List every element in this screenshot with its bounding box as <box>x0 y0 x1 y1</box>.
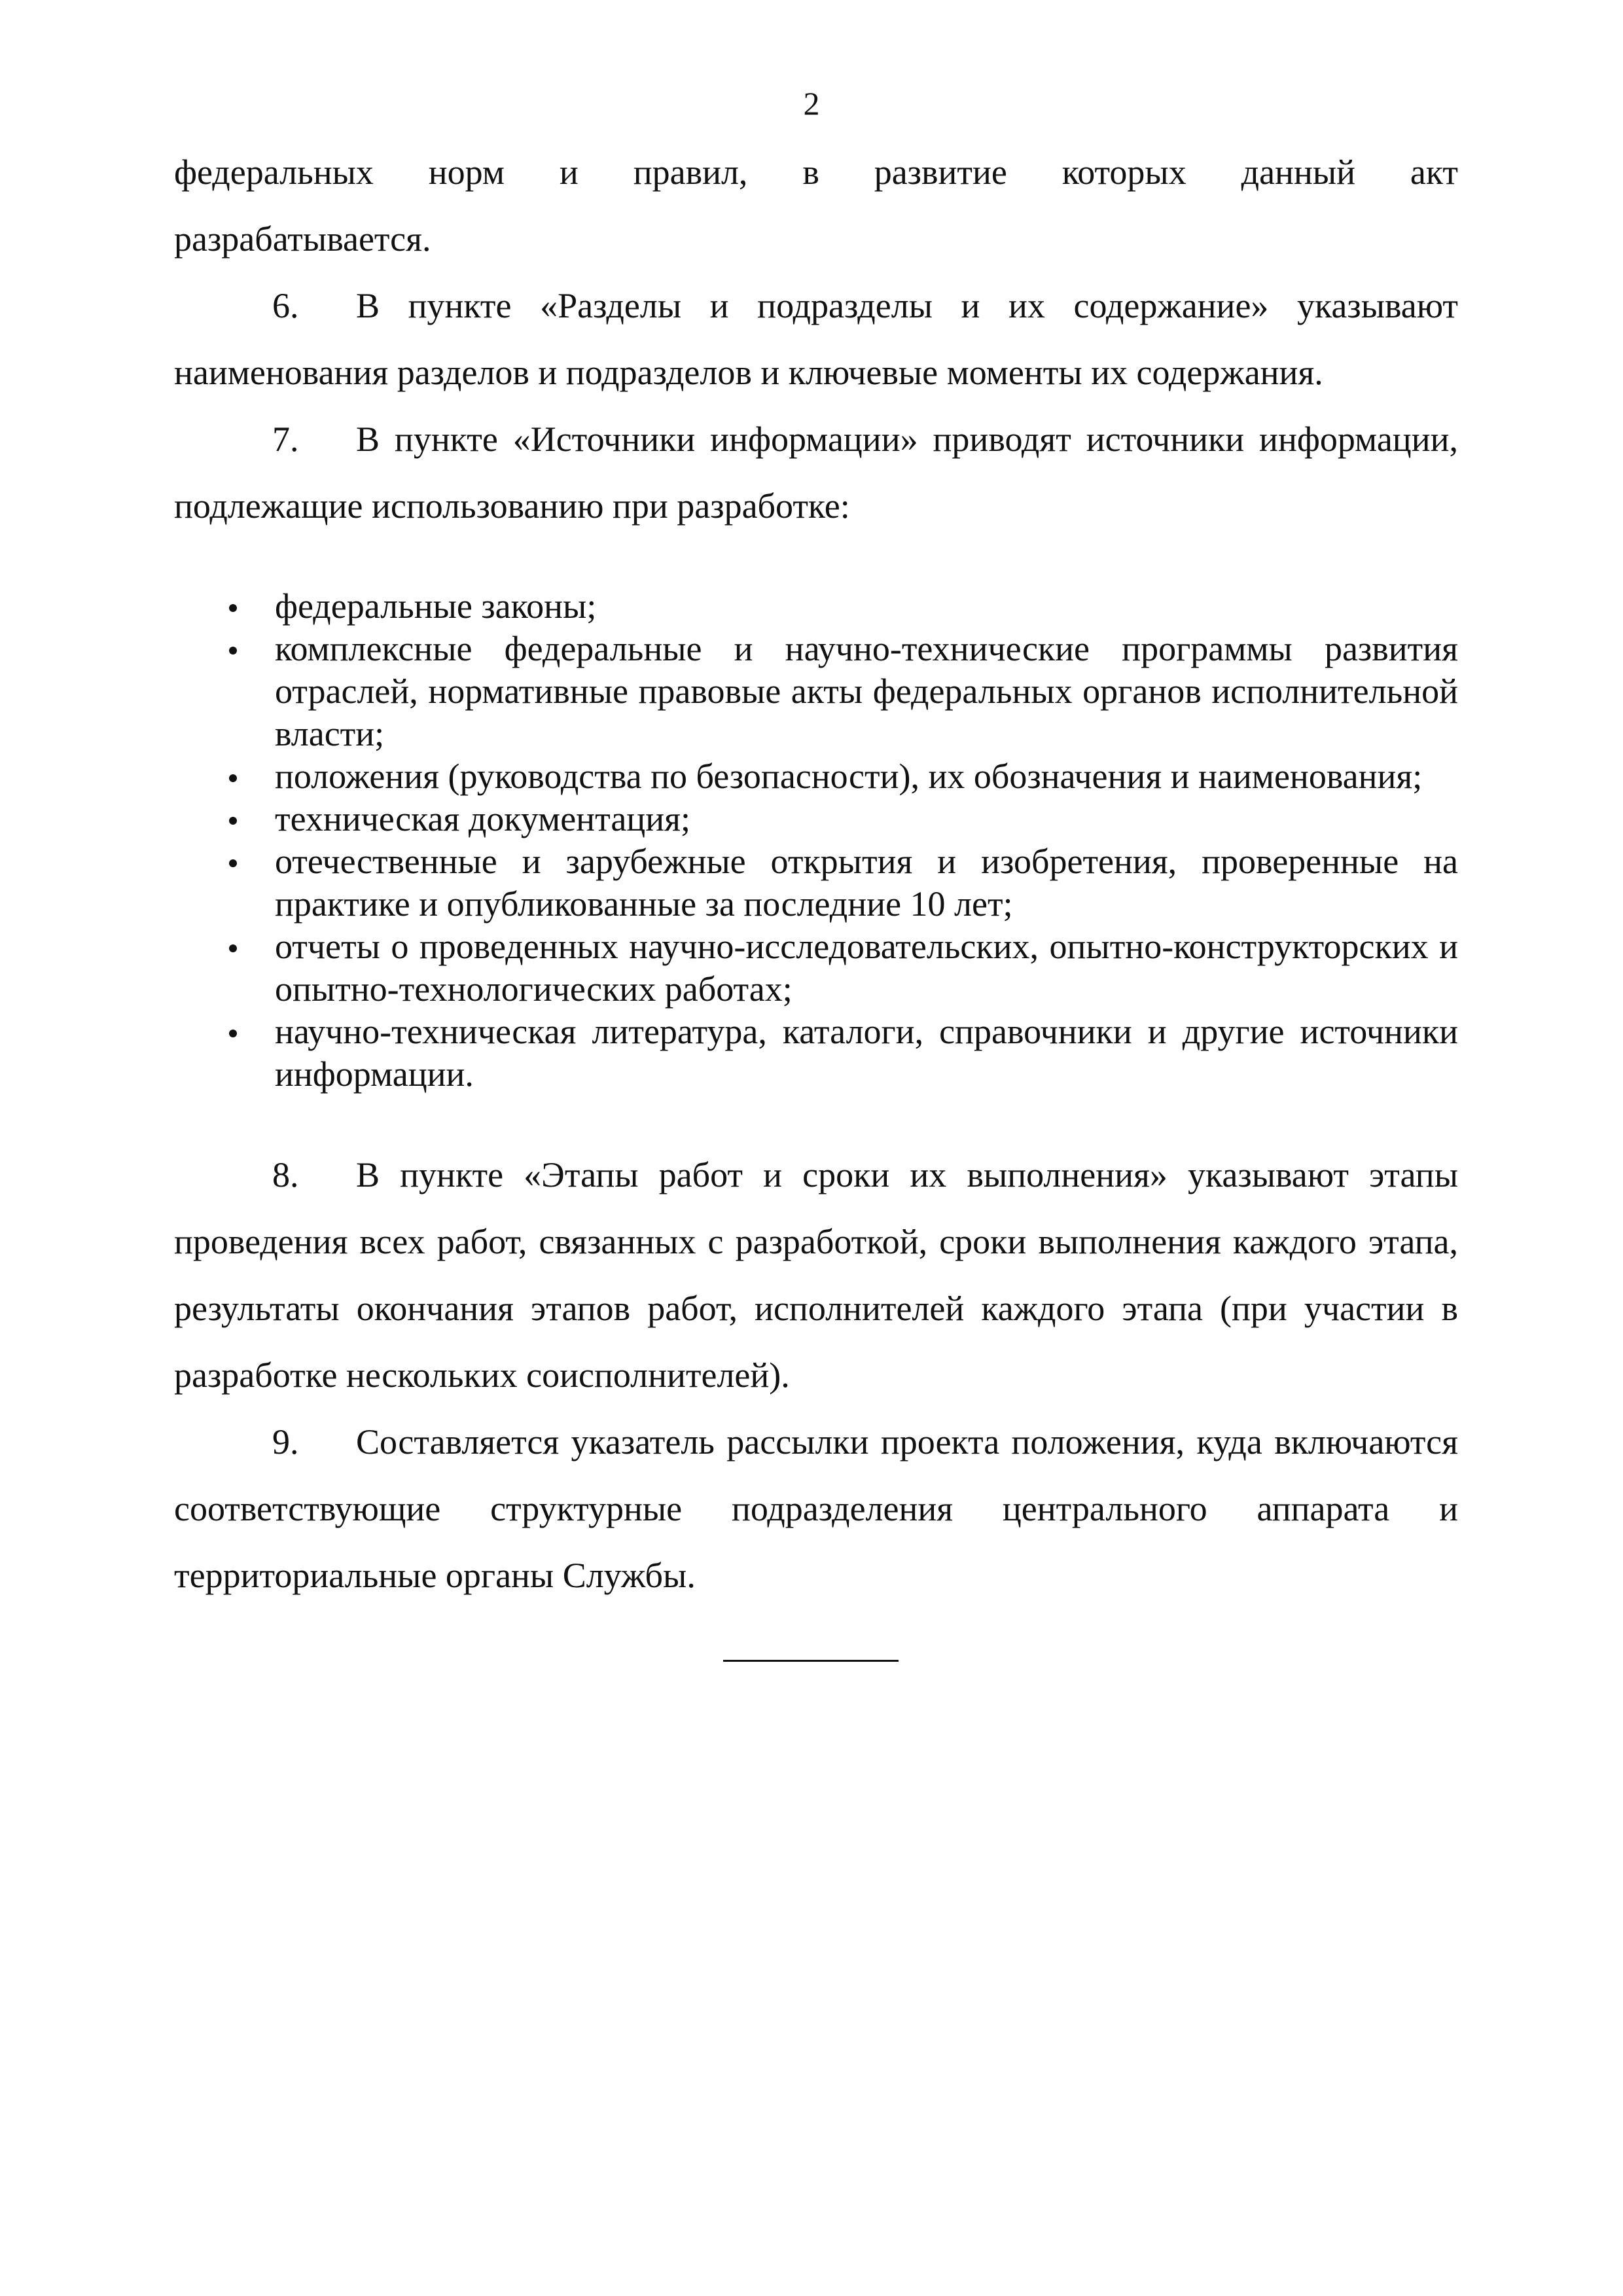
clause-9 <box>174 1408 1458 1609</box>
clause-7-text: В пункте «Источники информации» приводят источники информации, подлежащие использованию при разработке: <box>174 420 1458 526</box>
end-of-document-rule <box>723 1660 899 1662</box>
bullet-icon <box>229 604 237 612</box>
list-item-text: научно-техническая литература, каталоги, справочники и другие источники информации. <box>275 1012 1458 1094</box>
intro-line-1: федеральных норм и правил, в развитие которых данный акт <box>174 152 1458 192</box>
bullet-icon <box>229 1030 237 1037</box>
clause-6 <box>174 272 1458 406</box>
clause-8 <box>174 1141 1458 1408</box>
intro-line-2: разрабатывается. <box>174 219 431 259</box>
bullet-icon <box>229 647 237 655</box>
list-item-text: отечественные и зарубежные открытия и изобретения, проверенные на практике и опубликованные за последние 10 лет; <box>275 842 1458 924</box>
list-item <box>174 798 1458 840</box>
list-item <box>174 628 1458 755</box>
page-number: 2 <box>803 85 820 122</box>
list-item-text: комплексные федеральные и научно-технические программы развития отраслей, нормативные правовые акты федеральных органов исполнительной власти; <box>275 629 1458 753</box>
list-item-text: положения (руководства по безопасности), их обозначения и наименования; <box>275 757 1423 796</box>
clause-9-text: Составляется указатель рассылки проекта положения, куда включаются соответствующие структурные подразделения центрального аппарата и территориальные органы Службы. <box>174 1422 1458 1595</box>
document-body <box>174 139 1458 1609</box>
list-item-text: отчеты о проведенных научно-исследовательских, опытно-конструкторских и опытно-технологических работах; <box>275 927 1458 1009</box>
bullet-icon <box>229 944 237 952</box>
list-item <box>174 925 1458 1011</box>
list-item <box>174 755 1458 798</box>
intro-paragraph <box>174 139 1458 272</box>
bullet-icon <box>229 774 237 782</box>
clause-8-number: 8. <box>272 1155 299 1194</box>
list-item <box>174 1011 1458 1096</box>
list-item <box>174 840 1458 925</box>
list-item-text: федеральные законы; <box>275 586 597 626</box>
clause-8-text: В пункте «Этапы работ и сроки их выполнения» указывают этапы проведения всех работ, связанных с разработкой, сроки выполнения каждого этапа, результаты окончания этапов работ, исполнителей каждого этапа (при участии в разработке нескольких соисполнителей). <box>174 1155 1458 1395</box>
bullet-icon <box>229 817 237 825</box>
list-item-text: техническая документация; <box>275 799 690 838</box>
bullet-icon <box>229 859 237 867</box>
clause-6-number: 6. <box>272 286 299 325</box>
clause-9-number: 9. <box>272 1422 299 1462</box>
list-item <box>174 585 1458 628</box>
clause-7-number: 7. <box>272 420 299 459</box>
clause-7 <box>174 406 1458 539</box>
sources-list <box>174 585 1458 1096</box>
clause-6-text: В пункте «Разделы и подразделы и их содержание» указывают наименования разделов и подразделов и ключевые моменты их содержания. <box>174 286 1458 392</box>
